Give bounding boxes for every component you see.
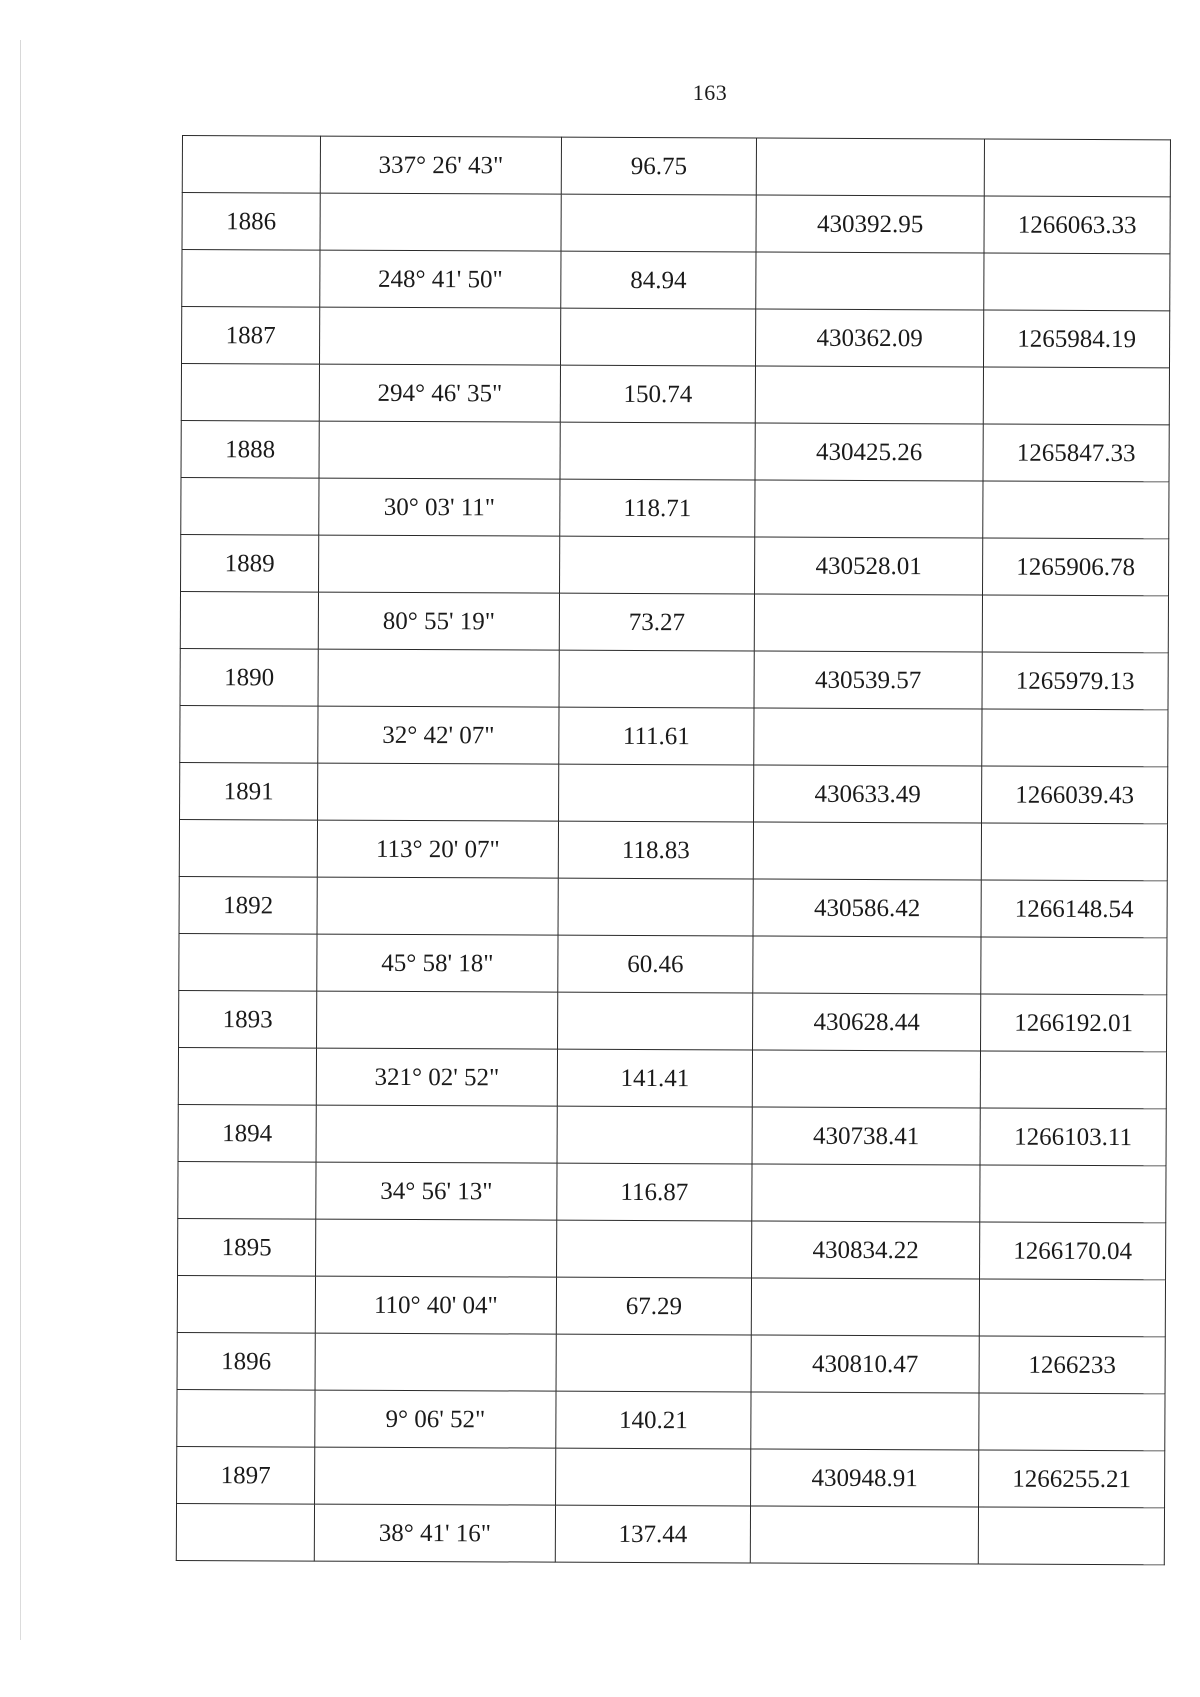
- station-cell: 1896: [177, 1332, 315, 1390]
- easting-cell: 1265979.13: [982, 652, 1168, 710]
- easting-cell: [983, 481, 1169, 539]
- table-row: [180, 762, 1168, 823]
- station-cell: [181, 364, 319, 422]
- northing-cell: [753, 936, 981, 994]
- table-row: [179, 819, 1167, 880]
- station-cell: 1892: [179, 876, 317, 934]
- table-row: [181, 534, 1169, 595]
- station-cell: [181, 477, 319, 535]
- easting-cell: 1266103.11: [980, 1108, 1166, 1166]
- northing-cell: 430528.01: [755, 537, 983, 595]
- distance-cell: [559, 650, 754, 708]
- station-cell: [180, 705, 318, 763]
- bearing-cell: 294° 46' 35": [319, 364, 560, 422]
- table-row: [182, 250, 1170, 311]
- bearing-cell: 34° 56' 13": [316, 1162, 557, 1220]
- table-row: [181, 477, 1169, 538]
- distance-cell: 140.21: [556, 1391, 751, 1449]
- station-cell: 1894: [178, 1104, 316, 1162]
- station-cell: 1895: [178, 1218, 316, 1276]
- table-row: [181, 420, 1169, 481]
- distance-cell: 116.87: [557, 1163, 752, 1221]
- station-cell: 1887: [182, 307, 320, 365]
- easting-cell: 1265906.78: [983, 538, 1169, 596]
- bearing-cell: 45° 58' 18": [317, 934, 558, 992]
- easting-cell: [983, 367, 1169, 425]
- bearing-cell: [316, 1219, 557, 1277]
- station-cell: 1891: [180, 762, 318, 820]
- table-row: [178, 1218, 1166, 1279]
- bearing-cell: 30° 03' 11": [319, 478, 560, 536]
- station-cell: [176, 1503, 314, 1561]
- table-row: [177, 1389, 1165, 1450]
- northing-cell: [750, 1506, 978, 1564]
- distance-cell: 118.71: [560, 479, 755, 537]
- easting-cell: [984, 139, 1170, 197]
- table-row: [178, 1104, 1166, 1165]
- easting-cell: 1266233: [979, 1336, 1165, 1394]
- northing-cell: [751, 1392, 979, 1450]
- northing-cell: [756, 252, 984, 310]
- easting-cell: [981, 823, 1167, 881]
- easting-cell: 1265847.33: [983, 424, 1169, 482]
- distance-cell: 141.41: [557, 1049, 752, 1107]
- distance-cell: 73.27: [559, 593, 754, 651]
- easting-cell: [978, 1507, 1164, 1565]
- easting-cell: 1266063.33: [984, 196, 1170, 254]
- distance-cell: [560, 422, 755, 480]
- distance-cell: 111.61: [559, 707, 754, 765]
- northing-cell: 430392.95: [756, 195, 984, 253]
- distance-cell: [556, 1448, 751, 1506]
- table-row: [177, 1275, 1165, 1336]
- northing-cell: [753, 822, 981, 880]
- bearing-cell: 110° 40' 04": [315, 1276, 556, 1334]
- distance-cell: 150.74: [560, 365, 755, 423]
- station-cell: 1888: [181, 420, 319, 478]
- northing-cell: 430948.91: [751, 1449, 979, 1507]
- station-cell: [178, 1047, 316, 1105]
- easting-cell: [982, 595, 1168, 653]
- northing-cell: 430425.26: [755, 423, 983, 481]
- distance-cell: 60.46: [558, 935, 753, 993]
- easting-cell: [980, 1051, 1166, 1109]
- northing-cell: 430362.09: [755, 309, 983, 367]
- distance-cell: 118.83: [558, 821, 753, 879]
- distance-cell: [557, 1106, 752, 1164]
- distance-cell: 96.75: [561, 137, 756, 195]
- table-row: [178, 1047, 1166, 1108]
- station-cell: [177, 1275, 315, 1333]
- northing-cell: [755, 366, 983, 424]
- table-row: [177, 1332, 1165, 1393]
- survey-coordinate-table: [176, 135, 1171, 1565]
- station-cell: 1886: [182, 193, 320, 251]
- northing-cell: [756, 138, 984, 196]
- northing-cell: 430834.22: [752, 1221, 980, 1279]
- northing-cell: [754, 594, 982, 652]
- northing-cell: [755, 480, 983, 538]
- table-row: [178, 1161, 1166, 1222]
- northing-cell: 430539.57: [754, 651, 982, 709]
- easting-cell: [979, 1393, 1165, 1451]
- bearing-cell: 321° 02' 52": [316, 1048, 557, 1106]
- bearing-cell: 9° 06' 52": [315, 1390, 556, 1448]
- station-cell: [182, 250, 320, 308]
- bearing-cell: [319, 421, 560, 479]
- station-cell: [179, 819, 317, 877]
- northing-cell: 430586.42: [753, 879, 981, 937]
- station-cell: 1890: [180, 648, 318, 706]
- station-cell: [177, 1389, 315, 1447]
- distance-cell: 67.29: [556, 1277, 751, 1335]
- bearing-cell: [320, 193, 561, 251]
- table-row: [182, 136, 1170, 197]
- table-row: [179, 990, 1167, 1051]
- bearing-cell: 38° 41' 16": [314, 1504, 555, 1562]
- table-row: [180, 591, 1168, 652]
- table-row: [182, 193, 1170, 254]
- bearing-cell: [319, 535, 560, 593]
- bearing-cell: 248° 41' 50": [320, 250, 561, 308]
- easting-cell: [979, 1279, 1165, 1337]
- northing-cell: [752, 1050, 980, 1108]
- easting-cell: 1266148.54: [981, 880, 1167, 938]
- northing-cell: [752, 1164, 980, 1222]
- distance-cell: [560, 308, 755, 366]
- northing-cell: [751, 1278, 979, 1336]
- station-cell: 1889: [181, 534, 319, 592]
- distance-cell: [561, 194, 756, 252]
- bearing-cell: [318, 763, 559, 821]
- bearing-cell: 337° 26' 43": [320, 136, 561, 194]
- distance-cell: 137.44: [555, 1505, 750, 1563]
- bearing-cell: [315, 1447, 556, 1505]
- scan-edge-line: [20, 40, 21, 1640]
- easting-cell: [980, 1165, 1166, 1223]
- easting-cell: 1266255.21: [979, 1450, 1165, 1508]
- table-row: [181, 364, 1169, 425]
- station-cell: [180, 591, 318, 649]
- table-row: [180, 648, 1168, 709]
- distance-cell: 84.94: [561, 251, 756, 309]
- bearing-cell: [317, 991, 558, 1049]
- bearing-cell: [320, 307, 561, 365]
- bearing-cell: [317, 877, 558, 935]
- bearing-cell: 113° 20' 07": [317, 820, 558, 878]
- easting-cell: 1265984.19: [983, 310, 1169, 368]
- page-number: 163: [692, 80, 728, 105]
- table-body: [176, 136, 1170, 1565]
- easting-cell: [981, 937, 1167, 995]
- distance-cell: [557, 1220, 752, 1278]
- easting-cell: 1266170.04: [980, 1222, 1166, 1280]
- easting-cell: [984, 253, 1170, 311]
- bearing-cell: [318, 649, 559, 707]
- distance-cell: [560, 536, 755, 594]
- station-cell: [182, 136, 320, 194]
- distance-cell: [558, 992, 753, 1050]
- northing-cell: 430628.44: [753, 993, 981, 1051]
- easting-cell: 1266192.01: [981, 994, 1167, 1052]
- bearing-cell: 32° 42' 07": [318, 706, 559, 764]
- station-cell: [179, 933, 317, 991]
- bearing-cell: 80° 55' 19": [318, 592, 559, 650]
- table-row: [177, 1446, 1165, 1507]
- northing-cell: 430810.47: [751, 1335, 979, 1393]
- easting-cell: 1266039.43: [982, 766, 1168, 824]
- distance-cell: [556, 1334, 751, 1392]
- station-cell: 1897: [177, 1446, 315, 1504]
- table-row: [179, 876, 1167, 937]
- northing-cell: [754, 708, 982, 766]
- bearing-cell: [315, 1333, 556, 1391]
- northing-cell: 430633.49: [754, 765, 982, 823]
- station-cell: 1893: [179, 990, 317, 1048]
- table-row: [176, 1503, 1164, 1564]
- distance-cell: [558, 878, 753, 936]
- bearing-cell: [316, 1105, 557, 1163]
- station-cell: [178, 1161, 316, 1219]
- table-row: [180, 705, 1168, 766]
- distance-cell: [559, 764, 754, 822]
- table-row: [182, 307, 1170, 368]
- table-row: [179, 933, 1167, 994]
- easting-cell: [982, 709, 1168, 767]
- northing-cell: 430738.41: [752, 1107, 980, 1165]
